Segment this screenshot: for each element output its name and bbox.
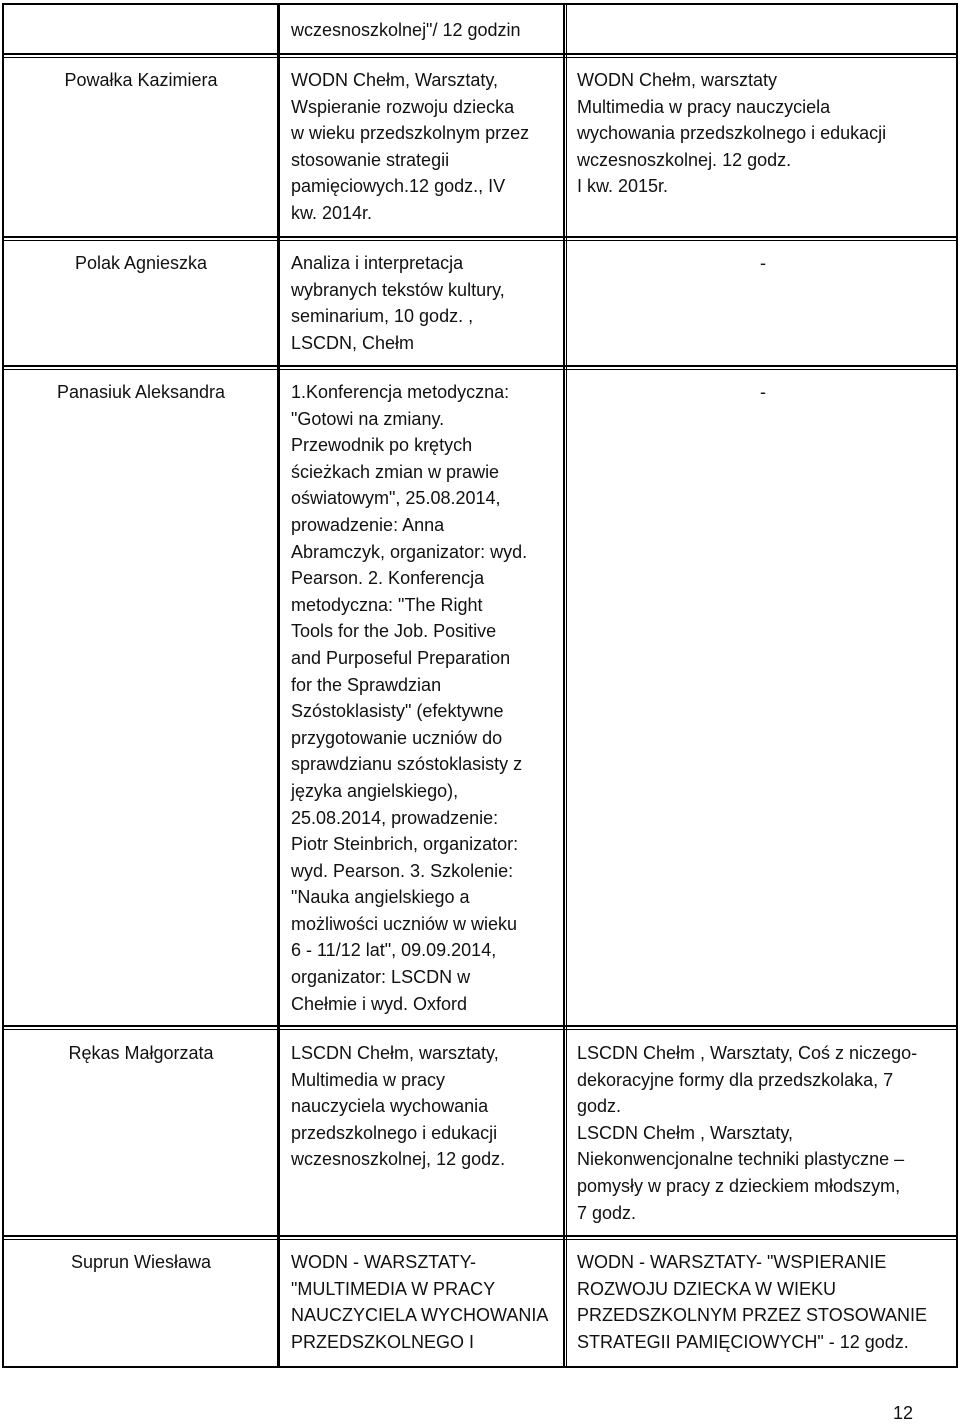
- page-number: 12: [892, 1403, 913, 1423]
- text-line: pomysły w pracy z dzieckiem młodszym,: [577, 1175, 901, 1196]
- column-divider: [566, 3, 567, 1368]
- row-divider: [2, 1029, 958, 1030]
- teacher-name: Suprun Wiesława: [70, 1252, 212, 1272]
- table-border-left: [2, 3, 4, 1368]
- text-line: 7 godz.: [577, 1202, 637, 1223]
- text-line: w wieku przedszkolnym przez: [291, 123, 530, 144]
- text-line: nauczyciela wychowania: [291, 1096, 489, 1117]
- text-line: wybranych tekstów kultury,: [291, 279, 505, 300]
- text-line: Przewodnik po krętych: [291, 435, 473, 456]
- row-divider: [2, 240, 958, 241]
- training-cell: [577, 1249, 927, 1355]
- text-line: LSCDN, Chełm: [291, 332, 415, 353]
- training-cell: [291, 1249, 548, 1355]
- text-line: organizator: LSCDN w: [291, 967, 471, 988]
- text-line: STRATEGII PAMIĘCIOWYCH" - 12 godz.: [577, 1331, 909, 1352]
- text-line: kw. 2014r.: [291, 202, 373, 223]
- text-line: dekoracyjne formy dla przedszkolaka, 7: [577, 1069, 894, 1090]
- text-line: LSCDN Chełm , Warsztaty,: [577, 1122, 794, 1143]
- teacher-name: Panasiuk Aleksandra: [56, 382, 226, 402]
- text-line: możliwości uczniów w wieku: [291, 913, 518, 934]
- text-line: WODN - WARSZTATY-: [291, 1252, 476, 1272]
- empty-entry-dash: -: [760, 253, 766, 273]
- row-divider: [2, 1025, 958, 1027]
- text-line: PRZEDSZKOLNYM PRZEZ STOSOWANIE: [577, 1305, 928, 1326]
- text-line: and Purposeful Preparation: [291, 647, 511, 668]
- text-line: ścieżkach zmian w prawie: [291, 461, 500, 482]
- teacher-name: Polak Agnieszka: [74, 253, 208, 273]
- row-divider: [2, 53, 958, 55]
- row-divider: [2, 1239, 958, 1240]
- table-border-right: [956, 3, 958, 1368]
- text-line: ROZWOJU DZIECKA W WIEKU: [577, 1278, 836, 1299]
- text-line: Multimedia w pracy: [291, 1069, 446, 1090]
- text-line: "MULTIMEDIA W PRACY: [291, 1278, 496, 1299]
- text-line: WODN - WARSZTATY- "WSPIERANIE: [577, 1252, 887, 1272]
- row-divider: [2, 365, 958, 367]
- text-line: LSCDN Chełm , Warsztaty, Coś z niczego-: [577, 1043, 918, 1063]
- text-line: Abramczyk, organizator: wyd.: [291, 541, 528, 562]
- row-divider: [2, 369, 958, 370]
- text-line: oświatowym", 25.08.2014,: [291, 488, 501, 509]
- text-line: seminarium, 10 godz. ,: [291, 306, 474, 327]
- row-divider: [2, 236, 958, 238]
- text-line: 25.08.2014, prowadzenie:: [291, 807, 499, 828]
- text-line: LSCDN Chełm, warsztaty,: [291, 1043, 499, 1063]
- text-line: metodyczna: "The Right: [291, 594, 483, 615]
- empty-entry-dash: -: [760, 382, 766, 402]
- text-line: wczesnoszkolnej"/ 12 godzin: [291, 20, 521, 40]
- column-divider: [563, 3, 565, 1368]
- training-cell: [291, 250, 505, 356]
- text-line: for the Sprawdzian: [291, 674, 442, 695]
- text-line: Szóstoklasisty" (efektywne: [291, 701, 504, 722]
- text-line: wczesnoszkolnej. 12 godz.: [577, 149, 792, 170]
- text-line: PRZEDSZKOLNEGO I: [291, 1331, 475, 1352]
- text-line: prowadzenie: Anna: [291, 514, 445, 535]
- text-line: WODN Chełm, Warsztaty,: [291, 70, 499, 90]
- column-divider: [279, 3, 280, 1368]
- training-cell: [291, 1040, 505, 1173]
- row-divider: [2, 1235, 958, 1237]
- text-line: wychowania przedszkolnego i edukacji: [577, 123, 887, 144]
- teacher-name: Powałka Kazimiera: [64, 70, 218, 90]
- training-cell: [291, 67, 529, 227]
- text-line: "Nauka angielskiego a: [291, 887, 470, 908]
- text-line: Pearson. 2. Konferencja: [291, 568, 485, 589]
- text-line: Chełmie i wyd. Oxford: [291, 993, 468, 1014]
- text-line: Piotr Steinbrich, organizator:: [291, 834, 519, 855]
- text-line: NAUCZYCIELA WYCHOWANIA: [291, 1305, 549, 1326]
- text-line: "Gotowi na zmiany.: [291, 408, 445, 429]
- text-line: godz.: [577, 1096, 622, 1117]
- text-line: 6 - 11/12 lat", 09.09.2014,: [291, 940, 497, 961]
- text-line: Niekonwencjonalne techniki plastyczne –: [577, 1149, 905, 1170]
- text-line: wczesnoszkolnej, 12 godz.: [291, 1149, 506, 1170]
- text-line: Tools for the Job. Positive: [291, 621, 497, 642]
- text-line: Multimedia w pracy nauczyciela: [577, 96, 831, 117]
- text-line: sprawdzianu szóstoklasisty z: [291, 754, 523, 775]
- row-divider: [2, 57, 958, 58]
- text-line: pamięciowych.12 godz., IV: [291, 176, 506, 197]
- text-line: przedszkolnego i edukacji: [291, 1122, 498, 1143]
- text-line: Wspieranie rozwoju dziecka: [291, 96, 515, 117]
- training-cell: [577, 1040, 917, 1226]
- text-line: I kw. 2015r.: [577, 176, 669, 197]
- table-border-bottom: [2, 1366, 958, 1368]
- text-line: stosowanie strategii: [291, 149, 450, 170]
- row-divider: [2, 3, 958, 5]
- training-cell: [291, 379, 527, 1017]
- training-cell: [291, 17, 521, 44]
- text-line: języka angielskiego),: [291, 780, 459, 801]
- text-line: przygotowanie uczniów do: [291, 727, 503, 748]
- text-line: WODN Chełm, warsztaty: [577, 70, 778, 90]
- text-line: Analiza i interpretacja: [291, 253, 464, 273]
- text-line: 1.Konferencja metodyczna:: [291, 382, 510, 402]
- text-line: wyd. Pearson. 3. Szkolenie:: [291, 860, 514, 881]
- training-cell: [577, 67, 886, 200]
- teacher-name: Rękas Małgorzata: [68, 1043, 214, 1063]
